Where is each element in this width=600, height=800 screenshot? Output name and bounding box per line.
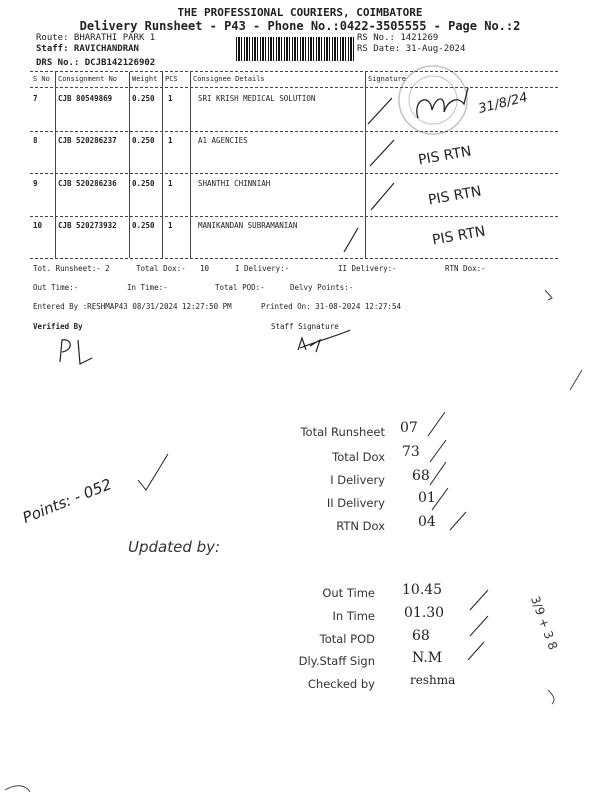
summary-check-mark	[468, 642, 484, 660]
handwritten-signature	[417, 88, 468, 118]
handwritten-date: 31/8/24	[476, 90, 530, 117]
verified-by-label: Verified By	[33, 322, 83, 331]
summary-check-mark	[430, 440, 446, 462]
margin-mark	[545, 290, 552, 300]
row-pcs: 1	[168, 136, 173, 145]
row-consignee: SHANTHI CHINNIAH	[198, 179, 271, 188]
runsheet-title: Delivery Runsheet - P43 - Phone No.:0422-3505555 - Page No.:2	[79, 19, 521, 33]
rtn-dox: RTN Dox:-	[445, 264, 486, 273]
summary-label: II Delivery	[326, 496, 385, 510]
summary-value: 73	[402, 444, 420, 460]
row-weight: 0.250	[132, 136, 155, 145]
rs-number: RS No.: 1421269	[357, 33, 439, 43]
total-dox-label: Total Dox:-	[136, 264, 186, 273]
total-pod: Total POD:-	[215, 283, 265, 292]
route-label: Route: BHARATHI PARK 1	[36, 33, 156, 43]
margin-mark	[570, 370, 582, 390]
row-consignment: CJB 520273932	[58, 221, 117, 230]
handwritten-side-note: 3/9 + 3 8	[527, 594, 561, 652]
row-consignee: A1 AGENCIES	[198, 136, 248, 145]
margin-mark	[548, 690, 554, 704]
summary-label: Checked by	[307, 677, 375, 691]
row-pcs: 1	[168, 94, 173, 103]
row-consignment: CJB 520286237	[58, 136, 117, 145]
staff-signature-label: Staff Signature	[271, 322, 339, 331]
summary-label: Total Dox	[332, 450, 385, 464]
summary-label: I Delivery	[330, 473, 385, 487]
summary-value: 10.45	[402, 582, 443, 598]
header-pcs: PCS	[165, 75, 178, 83]
header-signature: Signature	[368, 75, 406, 83]
rs-date: RS Date: 31-Aug-2024	[357, 44, 466, 54]
row-sno: 8	[33, 136, 38, 145]
in-time: In Time:-	[127, 283, 168, 292]
row-consignment: CJB 80549869	[58, 94, 113, 103]
summary-value: 68	[412, 468, 430, 484]
drs-number: DRS No.: DCJB142126902	[36, 58, 156, 68]
summary-label: Out Time	[322, 586, 375, 600]
summary-check-mark	[430, 462, 446, 485]
summary-value: 01	[418, 490, 436, 506]
summary-label: RTN Dox	[336, 519, 385, 533]
points-check-mark	[138, 454, 168, 490]
summary-value: N.M	[412, 650, 443, 666]
handwritten-pis-rtn: PIS RTN	[431, 223, 487, 249]
row-consignment: CJB 520286236	[58, 179, 117, 188]
summary-check-mark	[428, 412, 445, 436]
signature-check-mark	[371, 183, 394, 210]
i-delivery: I Delivery:-	[235, 264, 290, 273]
printed-on: Printed On: 31-08-2024 12:27:54	[261, 302, 401, 311]
entered-by: Entered By :RESHMAP43 08/31/2024 12:27:50 PM	[33, 302, 232, 311]
summary-label: Dly.Staff Sign	[298, 654, 375, 668]
handwritten-pis-rtn: PIS RTN	[427, 183, 483, 209]
summary-check-mark	[470, 590, 488, 610]
out-time: Out Time:-	[33, 283, 79, 292]
summary-check-mark	[470, 616, 488, 636]
margin-mark	[5, 786, 30, 792]
handwritten-points: Points: - 052	[20, 475, 115, 527]
row-sno: 9	[33, 179, 38, 188]
row-weight: 0.250	[132, 94, 155, 103]
ii-delivery: II Delivery:-	[338, 264, 397, 273]
handwritten-pis-rtn: PIS RTN	[417, 143, 473, 169]
company-title: THE PROFESSIONAL COURIERS, COIMBATORE	[177, 6, 423, 19]
summary-label: Total POD	[319, 632, 375, 646]
summary-value: 68	[412, 628, 430, 644]
delvy-points: Delvy Points:-	[290, 283, 354, 292]
row-consignee: SRI KRISH MEDICAL SOLUTION	[198, 94, 316, 103]
total-runsheet: Tot. Runsheet:- 2	[33, 264, 110, 273]
row-weight: 0.250	[132, 179, 155, 188]
summary-value: 01.30	[404, 605, 445, 621]
signature-check-mark	[370, 140, 394, 166]
signature-check-mark	[368, 98, 392, 124]
row-sno: 7	[33, 94, 38, 103]
row-consignee: MANIKANDAN SUBRAMANIAN	[198, 221, 298, 230]
row-pcs: 1	[168, 221, 173, 230]
summary-label: Total Runsheet	[300, 425, 385, 439]
header-weight: Weight	[132, 75, 158, 83]
header-consignee: Consignee Details	[193, 75, 265, 83]
row-sno: 10	[33, 221, 43, 230]
signature-check-mark	[344, 228, 358, 252]
summary-value: reshma	[410, 673, 456, 687]
row-weight: 0.250	[132, 221, 155, 230]
summary-value: 07	[400, 420, 418, 436]
header-consignment: Consignment No	[58, 75, 118, 83]
staff-label: Staff: RAVICHANDRAN	[36, 44, 139, 54]
summary-label: In Time	[332, 609, 375, 623]
header-sno: S No	[33, 75, 50, 83]
summary-check-mark	[450, 512, 466, 530]
row-pcs: 1	[168, 179, 173, 188]
handwritten-updated-by: Updated by:	[128, 538, 221, 556]
summary-value: 04	[418, 514, 436, 530]
total-dox-value: 10	[200, 264, 210, 273]
